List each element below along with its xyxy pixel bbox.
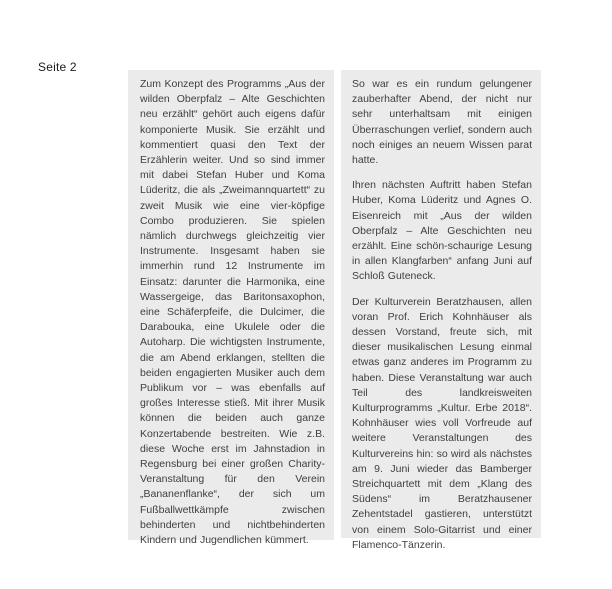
article-column-right (341, 70, 541, 551)
page-number-label: Seite 2 (38, 60, 77, 74)
paragraph: So war es ein rundum gelungener zauberhafter Abend, der nicht nur sehr unterhaltsam mit einigen Überraschungen verlief, sondern auch noch einiges an neuem Wissen parat hatte. (352, 78, 532, 167)
paragraph: Ihren nächsten Auftritt haben Stefan Huber, Koma Lüderitz und Agnes O. Eisenreich mit „Aus der wilden Oberpfalz – Alte Geschichten neu erzählt. Eine schön-schaurige Lesung in allen Klangfarben“ anfang Juni auf Schloß Guteneck. (352, 179, 532, 283)
paragraph: Zum Konzept des Programms „Aus der wilden Oberpfalz – Alte Geschichten neu erzählt“ gehört auch eigens dafür komponierte Musik. Sie erzählt und kommentiert quasi den Text der Erzählerin weiter. Und so sind immer mit dabei Stefan Huber und Koma Lüderitz, die als „Zweimannquartett“ zu zweit Musik wie eine vier-köpfige Combo produzieren. Sie spielen nämlich durchwegs gleichzeitig vier Instrumente. Insgesamt haben sie immerhin rund 12 Instrumente im Einsatz: darunter die Harmonika, eine Wassergeige, das Baritonsaxophon, eine Schäferpfeife, die Dulcimer, die Darabouka, eine Ukulele oder die Autoharp. Die wichtigsten Instrumente, die am Abend erklangen, stellten die beiden engagierten Musiker auch dem Publikum vor – was ebenfalls auf großes Interesse stieß. Mit ihrer Musik können die beiden auch ganze Konzertabende bestreiten. Wie z.B. diese Woche erst im Jahnstadion in Regensburg bei einer großen Charity-Veranstaltung für den Verein „Bananenflanke“, der sich um Fußballwettkämpfe zwischen behinderten und nichtbehinderten Kindern und Jugendlichen kümmert. (140, 78, 325, 547)
article-column-left (128, 70, 334, 547)
paragraph: Der Kulturverein Beratzhausen, allen voran Prof. Erich Kohnhäuser als dessen Vorstand, freute sich, mit dieser musikalischen Lesung einmal etwas ganz anderes im Programm zu haben. Diese Veranstaltung war auch Teil des landkreisweiten Kulturprogramms „Kultur. Erbe 2018“. Kohnhäuser wies voll Vorfreude auf weitere Veranstaltungen des Kulturvereins hin: so wird als nächstes am 9. Juni wieder das Bamberger Streichquartett mit dem „Klang des Südens“ im Beratzhausener Zehentstadel gastieren, unterstützt von einem Solo-Gitarrist und einer Flamenco-Tänzerin. (352, 295, 532, 551)
